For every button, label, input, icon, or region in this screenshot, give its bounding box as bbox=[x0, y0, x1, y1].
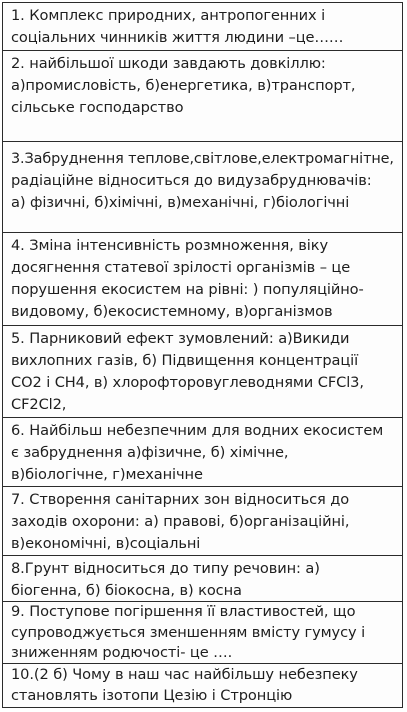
question-4-line-1: 4. Зміна інтенсивність розмноження, віку bbox=[11, 237, 328, 254]
question-3-line-1: 3.Забруднення теплове,світлове,електромагнітне, bbox=[11, 151, 394, 167]
question-row-8 bbox=[3, 556, 402, 602]
question-2-line-1: 2. найбільшої шкоди завдають довкіллю: bbox=[11, 55, 326, 72]
question-row-7 bbox=[3, 487, 402, 556]
question-row-3 bbox=[3, 142, 402, 233]
question-5-line-2: вихлопних газів, б) Підвищення концентрації bbox=[11, 352, 359, 369]
question-4-line-4: видовому, б)екосистемному, в)організмов bbox=[11, 303, 333, 320]
question-5-line-3: CO2 і CH4, в) хлорофторовуглеводнями CFCl3, bbox=[11, 374, 364, 391]
question-3-line-3: а) фізичні, б)хімічні, в)механічні, г)біологічні bbox=[11, 194, 350, 211]
question-7-line-3: в)економічні, в)соціальні bbox=[11, 535, 201, 552]
question-3-line-2: радіаційне відноситься до видузабруднювачів: bbox=[11, 172, 372, 189]
question-4-line-3: порушення екосистем на рівні: ) популяційно- bbox=[11, 281, 364, 298]
question-5-line-1: 5. Парниковий ефект зумовлений: а)Викиди bbox=[11, 330, 350, 347]
question-6-line-2: є забруднення а)фізичне, б) хімічне, bbox=[11, 444, 289, 461]
question-6-line-3: в)біологічне, г)механічне bbox=[11, 466, 203, 483]
question-10-line-1: 10.(2 б) Чому в наш час найбільшу небезпеку bbox=[11, 666, 358, 683]
question-5-line-4: CF2Cl2, bbox=[11, 396, 67, 413]
question-row-4 bbox=[3, 233, 402, 326]
question-row-6 bbox=[3, 418, 402, 487]
question-9-line-1: 9. Поступове погіршення її властивостей, що bbox=[11, 603, 356, 620]
question-4-line-2: досягнення статевої зрілості організмів – це bbox=[11, 259, 351, 276]
question-row-10 bbox=[3, 664, 402, 707]
question-1-line-1: 1. Комплекс природних, антропогенних і bbox=[11, 7, 326, 24]
question-6-line-1: 6. Найбільш небезпечним для водних екосистем bbox=[11, 422, 384, 439]
question-8-line-1: 8.Грунт відноситься до типу речовин: а) bbox=[11, 560, 320, 577]
question-9-line-2: супроводжується зменшенням вмісту гумусу і bbox=[11, 623, 366, 641]
question-7-line-2: заходів охорони: а) правові, б)організаційні, bbox=[11, 513, 350, 530]
question-9-line-3: зниженням родючості- це …. bbox=[11, 644, 233, 661]
question-row-1 bbox=[3, 3, 402, 51]
question-row-9 bbox=[3, 602, 402, 664]
question-8-line-2: біогенна, б) біокосна, в) косна bbox=[11, 582, 242, 599]
question-2-line-3: сільське господарство bbox=[11, 99, 184, 116]
question-row-2 bbox=[3, 51, 402, 142]
question-2-line-2: а)промисловість, б)енергетика, в)транспорт, bbox=[11, 77, 356, 94]
question-7-line-1: 7. Створення санітарних зон відноситься до bbox=[11, 491, 350, 508]
questions-table bbox=[2, 2, 403, 708]
question-row-5 bbox=[3, 326, 402, 418]
question-1-line-2: соціальних чинників життя людини –це…… bbox=[11, 29, 344, 46]
question-10-line-2: становлять ізотопи Цезію і Стронцію bbox=[11, 687, 293, 704]
